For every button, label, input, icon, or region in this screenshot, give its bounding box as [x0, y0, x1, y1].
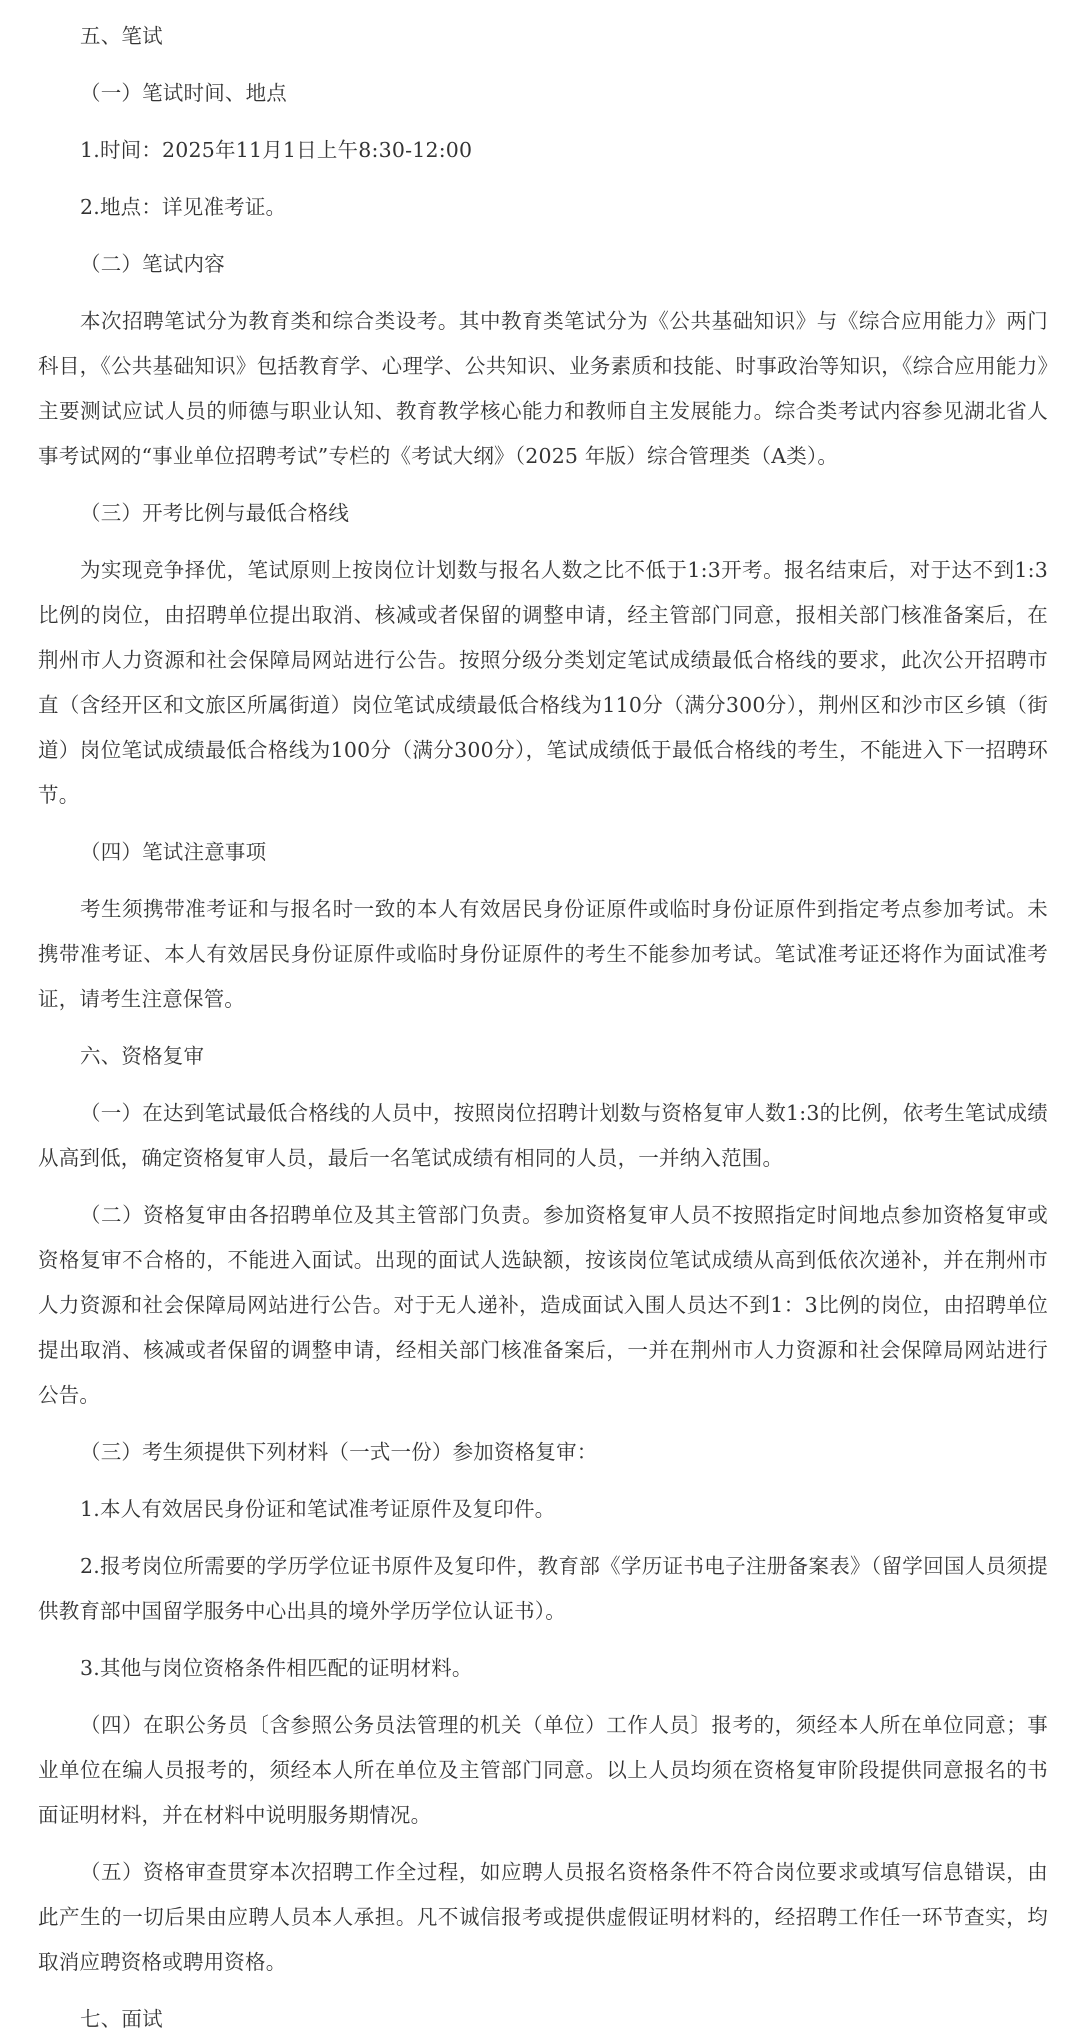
materials-item-2: 2.报考岗位所需要的学历学位证书原件及复印件，教育部《学历证书电子注册备案表》（留学回国人员须提供教育部中国留学服务中心出具的境外学历学位认证书）。 — [38, 1554, 1048, 1623]
subheading-ratio-passline: （三）开考比例与最低合格线 — [80, 501, 350, 525]
subheading-exam-time-place: （一）笔试时间、地点 — [80, 81, 287, 105]
paragraph-ratio-passline: 为实现竞争择优，笔试原则上按岗位计划数与报名人数之比不低于1:3开考。报名结束后，对于达不到1:3比例的岗位，由招聘单位提出取消、核减或者保留的调整申请，经主管部门同意，报相关部门核准备案后，在荆州市人力资源和社会保障局网站进行公告。按照分级分类划定笔试成绩最低合格线的要求，此次公开招聘市直（含经开区和文旅区所属街道）岗位笔试成绩最低合格线为110分（满分300分），荆州区和沙市区乡镇（街道）岗位笔试成绩最低合格线为100分（满分300分），笔试成绩低于最低合格线的考生，不能进入下一招聘环节。 — [38, 558, 1048, 807]
paragraph-review-4: （四）在职公务员〔含参照公务员法管理的机关（单位）工作人员〕报考的，须经本人所在单位同意；事业单位在编人员报考的，须经本人所在单位及主管部门同意。以上人员均须在资格复审阶段提供同意报名的书面证明材料，并在材料中说明服务期情况。 — [38, 1713, 1048, 1827]
materials-item-3: 3.其他与岗位资格条件相匹配的证明材料。 — [80, 1656, 473, 1680]
paragraph-review-5: （五）资格审查贯穿本次招聘工作全过程，如应聘人员报名资格条件不符合岗位要求或填写信息错误，由此产生的一切后果由应聘人员本人承担。凡不诚信报考或提供虚假证明材料的，经招聘工作任一环节查实，均取消应聘资格或聘用资格。 — [38, 1860, 1048, 1974]
paragraph-exam-notes: 考生须携带准考证和与报名时一致的本人有效居民身份证原件或临时身份证原件到指定考点参加考试。未携带准考证、本人有效居民身份证原件或临时身份证原件的考生不能参加考试。笔试准考证还将作为面试准考证，请考生注意保管。 — [38, 897, 1048, 1011]
section-heading-qualification-review: 六、资格复审 — [80, 1044, 205, 1068]
section-heading-written-exam: 五、笔试 — [80, 24, 163, 48]
subheading-exam-content: （二）笔试内容 — [80, 252, 225, 276]
subheading-exam-notes: （四）笔试注意事项 — [80, 840, 267, 864]
paragraph-exam-content: 本次招聘笔试分为教育类和综合类设考。其中教育类笔试分为《公共基础知识》与《综合应用能力》两门科目，《公共基础知识》包括教育学、心理学、公共知识、业务素质和技能、时事政治等知识，《综合应用能力》主要测试应试人员的师德与职业认知、教育教学核心能力和教师自主发展能力。综合类考试内容参见湖北省人事考试网的“事业单位招聘考试”专栏的《考试大纲》（2025 年版）综合管理类（A类）。 — [38, 309, 1048, 468]
materials-item-1: 1.本人有效居民身份证和笔试准考证原件及复印件。 — [80, 1497, 556, 1521]
subheading-review-materials: （三）考生须提供下列材料（一式一份）参加资格复审： — [80, 1440, 598, 1464]
paragraph-review-2: （二）资格复审由各招聘单位及其主管部门负责。参加资格复审人员不按照指定时间地点参加资格复审或资格复审不合格的，不能进入面试。出现的面试人选缺额，按该岗位笔试成绩从高到低依次递补，并在荆州市人力资源和社会保障局网站进行公告。对于无人递补，造成面试入围人员达不到1：3比例的岗位，由招聘单位提出取消、核减或者保留的调整申请，经相关部门核准备案后，一并在荆州市人力资源和社会保障局网站进行公告。 — [38, 1203, 1048, 1407]
section-heading-interview: 七、面试 — [80, 2007, 163, 2031]
exam-place-item: 2.地点：详见准考证。 — [80, 195, 287, 219]
document-body — [38, 0, 1048, 2042]
paragraph-review-1: （一）在达到笔试最低合格线的人员中，按照岗位招聘计划数与资格复审人数1:3的比例，依考生笔试成绩从高到低，确定资格复审人员，最后一名笔试成绩有相同的人员，一并纳入范围。 — [38, 1101, 1048, 1170]
exam-time-item: 1.时间：2025年11月1日上午8:30-12:00 — [80, 138, 473, 162]
